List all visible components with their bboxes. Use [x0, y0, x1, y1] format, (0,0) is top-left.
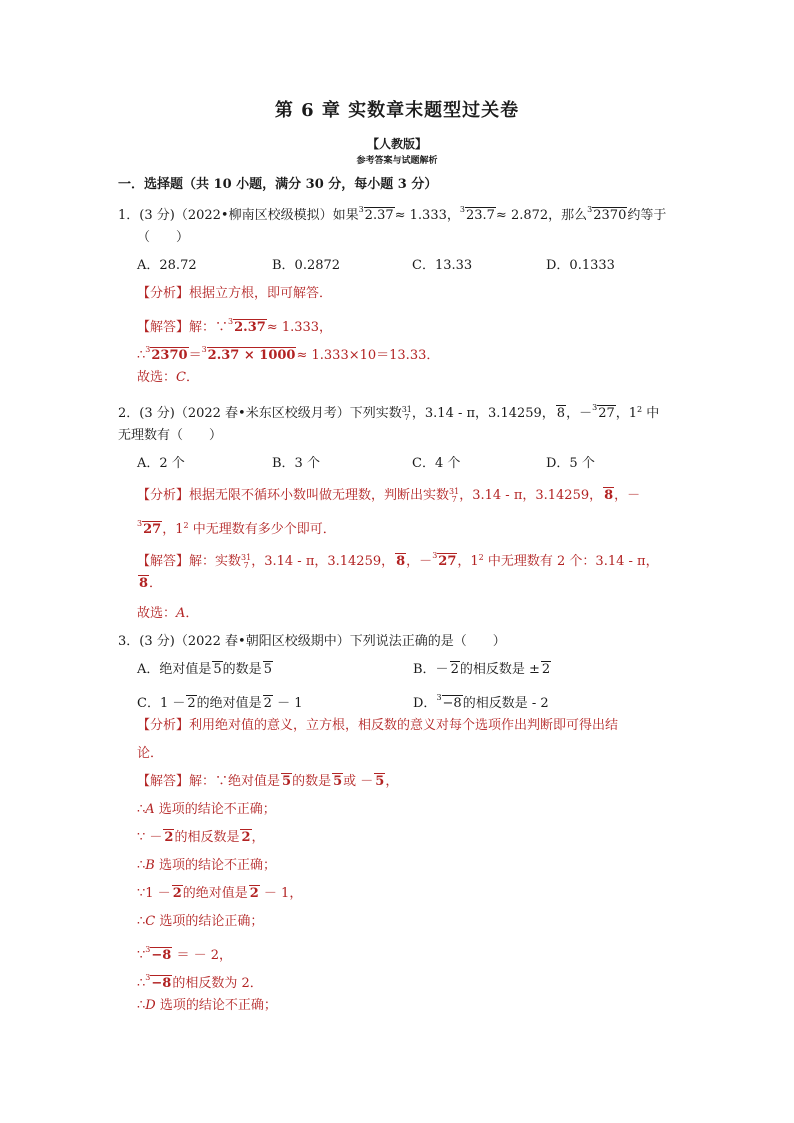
cube-root: 2.37: [364, 208, 394, 223]
q3-options-row2: [137, 688, 717, 714]
fraction: 31 7: [401, 404, 412, 422]
q3-solution-1: 【解答】解：∵绝对值是 5的数是 5或 － 5，: [137, 774, 399, 789]
q3-option-a: A．绝对值是 5的数是 5: [137, 662, 272, 677]
q3-solution-7: ∵$^3$−8 ＝ － 2，: [137, 945, 232, 963]
q2-solution-2: 8．: [139, 576, 163, 591]
q3-solution-4: ∴B 选项的结论不正确；: [137, 858, 276, 873]
q2-option-c: C．4 个: [412, 456, 461, 471]
q2-solution: 【解答】解：实数 31 7 ，3.14 - π，3.14259， 8，－$^3$27，$1^2$ 中无理数有 2 个：3.14 - π，: [137, 551, 659, 570]
q1-solution-2: ∴$^3$2370＝$^3$2.37 × 1000≈ 1.333×10＝13.33．: [137, 345, 440, 363]
q2-stem: 2．(3 分)（2022 春•米东区校级月考）下列实数 31 7 ，3.14 - π，3.14259， 8，－$^3$27，$1^2$ 中: [118, 403, 660, 422]
q3-analysis-2: 论．: [137, 746, 164, 761]
q3-solution-9: ∴D 选项的结论不正确；: [137, 998, 277, 1013]
q2-stem-2: 无理数有（ ）: [118, 428, 223, 443]
q3-solution-2: ∴A 选项的结论不正确；: [137, 802, 276, 817]
q3-solution-6: ∴C 选项的结论正确；: [137, 914, 264, 929]
q2-analysis: 【分析】根据无限不循环小数叫做无理数，判断出实数 31 7 ，3.14 - π，3.14259， 8，－: [137, 486, 641, 504]
q3-option-b: B．－ 2的相反数是 ± 2: [413, 662, 551, 677]
q1-option-a: A．28.72: [137, 258, 197, 273]
q3-stem: 3．(3 分)（2022 春•朝阳区校级期中）下列说法正确的是（ ）: [118, 634, 506, 649]
section-heading: 一．选择题（共 10 小题，满分 30 分，每小题 3 分）: [118, 177, 438, 192]
q1-solution-1: 【解答】解：∵$^3$2.37≈ 1.333，: [137, 317, 333, 335]
edition-label: 【人教版】: [366, 137, 427, 151]
q2-option-b: B．3 个: [272, 456, 320, 471]
q3-solution-5: ∵1 － 2的绝对值是 2 － 1，: [137, 886, 303, 901]
q1-paren: （ ）: [137, 230, 190, 245]
q3-option-d: D．$^3$−8的相反数是 - 2: [413, 693, 549, 711]
q1-option-d: D．0.1333: [546, 258, 615, 273]
q1-options: [137, 256, 717, 276]
q3-option-c: C．1 － 2的绝对值是 2 － 1: [137, 696, 303, 711]
q3-analysis: 【分析】利用绝对值的意义，立方根，相反数的意义对每个选项作出判断即可得出结: [137, 718, 619, 733]
cube-root: 2370: [593, 208, 627, 223]
q2-option-d: D．5 个: [546, 456, 595, 471]
subtitle: 参考答案与试题解析: [356, 156, 438, 166]
q1-option-c: C．13.33: [412, 258, 473, 273]
q2-options: [137, 454, 717, 474]
q1-analysis: 【分析】根据立方根，即可解答．: [137, 286, 333, 301]
q3-options-row1: [137, 660, 717, 680]
q2-analysis-2: $^3$27，$1^2$ 中无理数有多少个即可．: [137, 519, 336, 537]
q1-stem: 1．(3 分)（2022•柳南区校级模拟）如果$^3$2.37≈ 1.333，$^3$23.7≈ 2.872，那么$^3$2370约等于: [118, 205, 667, 223]
q2-option-a: A．2 个: [137, 456, 185, 471]
q1-option-b: B．0.2872: [272, 258, 341, 273]
page-title: 第 6 章 实数章末题型过关卷: [274, 100, 520, 121]
q2-choose: 故选：A．: [137, 606, 199, 621]
cube-root: 23.7: [465, 208, 495, 223]
q3-solution-8: ∴$^3$−8的相反数为 2．: [137, 973, 263, 991]
q1-choose: 故选：C．: [137, 370, 199, 385]
q3-solution-3: ∵ － 2的相反数是 2，: [137, 830, 265, 845]
